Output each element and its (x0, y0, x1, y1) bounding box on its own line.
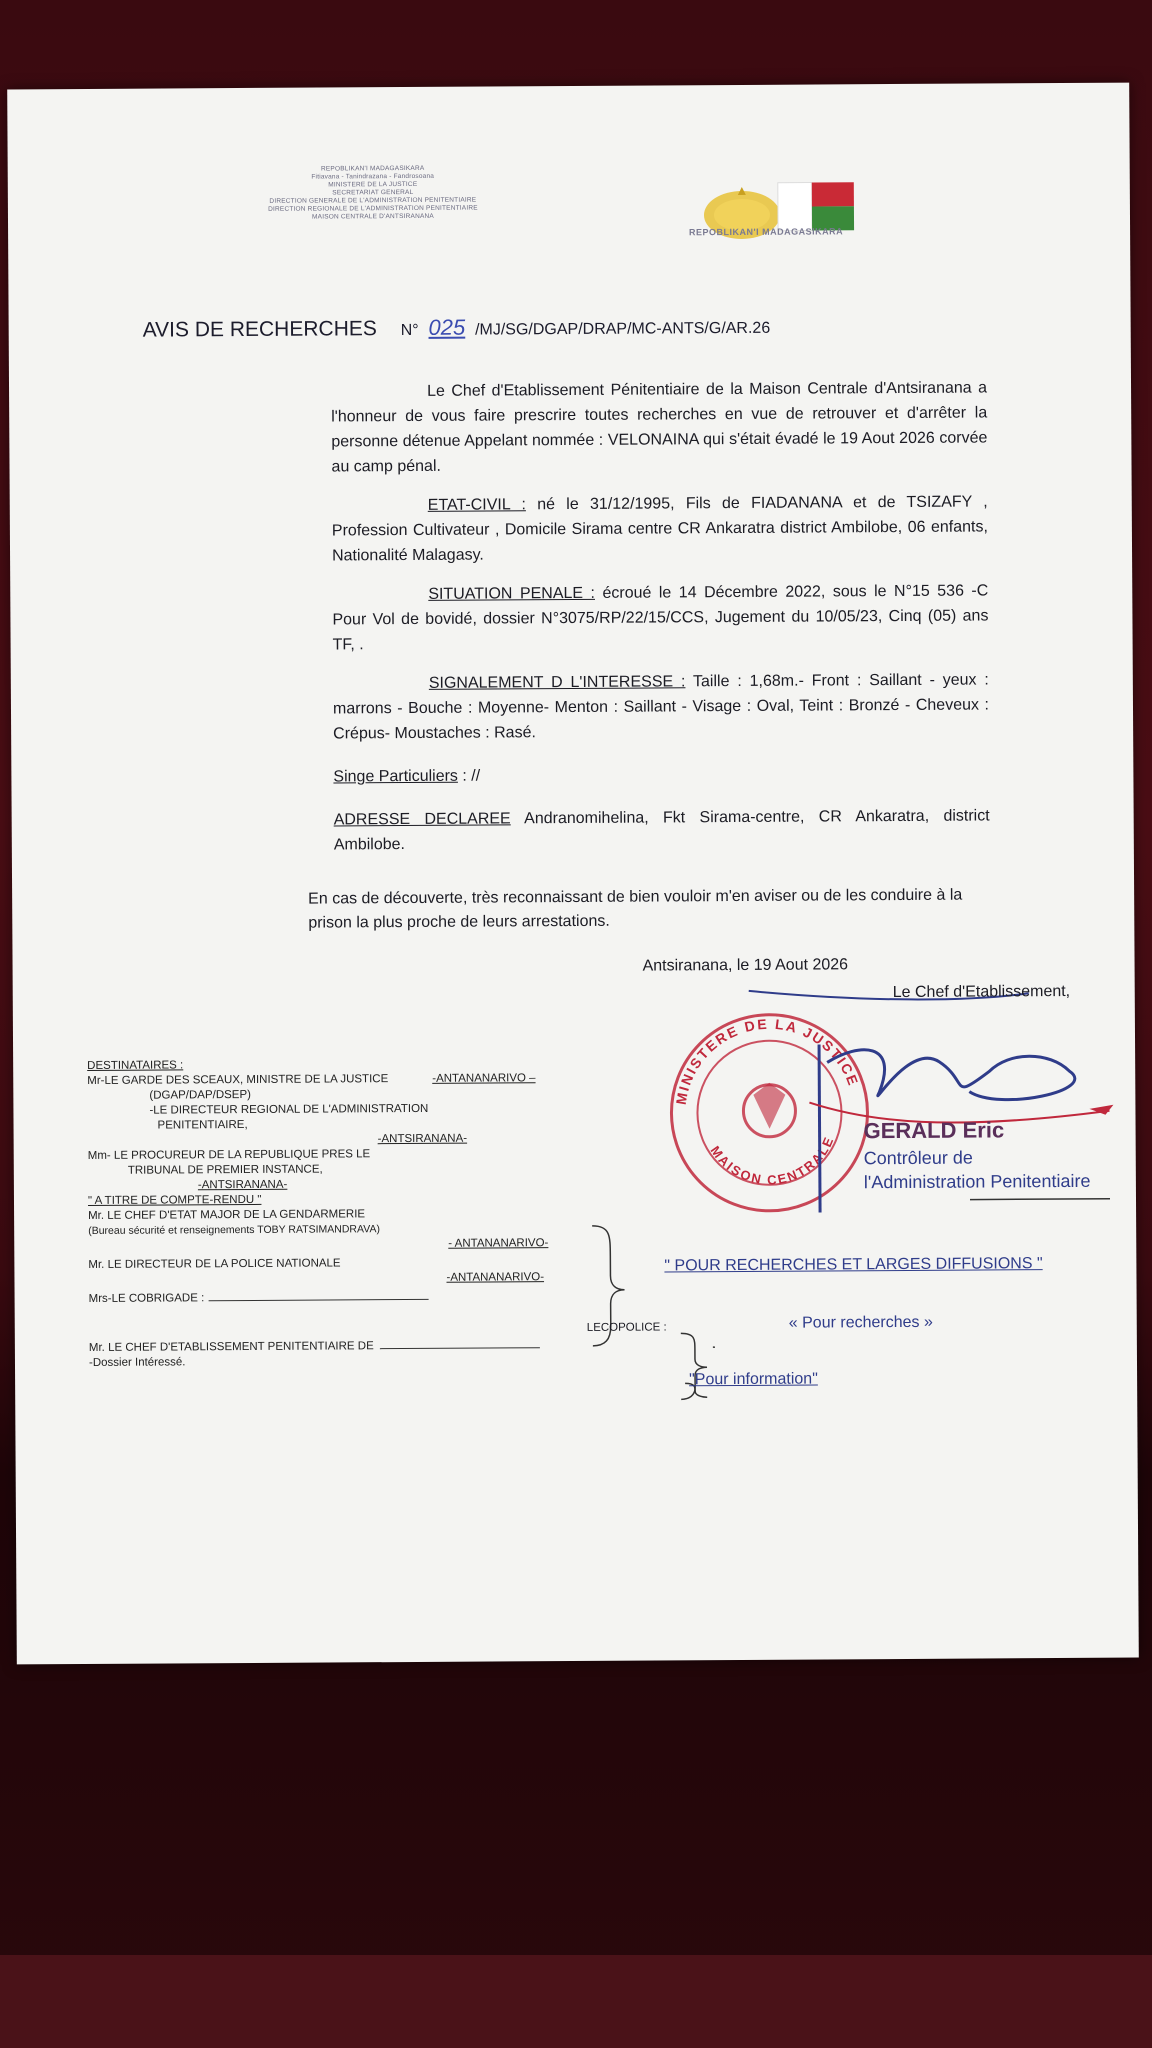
singe-paragraph (333, 760, 989, 789)
recipient-note: " A TITRE DE COMPTE-RENDU " (87, 1193, 262, 1207)
blank-line (380, 1347, 540, 1349)
letterhead-line: MINISTERE DE LA JUSTICE (328, 180, 418, 189)
letterhead-line: MAISON CENTRALE D'ANTSIRANANA (312, 212, 434, 221)
intro-paragraph: Le Chef d'Etablissement Pénitentiaire de la Maison Centrale d'Antsiranana a l'honneur de vous faire prescrire toutes recherches en vue de retrouver et d'arrêter la personne détenue Appelant nommée : VELONAINA qui s'était évadé le 19 Aout 2026 corvée au camp pénal. (331, 379, 988, 476)
blank-line (208, 1299, 428, 1301)
situation-paragraph (332, 578, 988, 657)
stamp-outer-text: MINISTERE DE LA JUSTICE (672, 1015, 863, 1106)
recipient-line: -LE DIRECTEUR REGIONAL DE L'ADMINISTRATION (149, 1102, 429, 1117)
document-title (143, 313, 771, 343)
recipient-line: PENITENTIAIRE, (157, 1118, 248, 1132)
recipient-line: (DGAP/DAP/DSEP) (149, 1088, 251, 1102)
stamp-inner-text: MAISON CENTRALE (707, 1133, 837, 1188)
official-stamp-icon (669, 981, 1141, 1244)
reference-code: /MJ/SG/DGAP/DRAP/MC-ANTS/G/AR.26 (475, 319, 771, 339)
recipients-list (87, 1056, 649, 1371)
adresse-label: ADRESSE DECLAREE (333, 810, 511, 829)
pour-information: "Pour information" (689, 1370, 818, 1389)
bottom-strip (0, 1955, 1152, 2048)
recipient-city: -ANTANANARIVO – (432, 1072, 536, 1085)
letterhead-line: SECRETARIAT GENERAL (332, 188, 414, 197)
signature-block (669, 981, 1141, 1244)
recipient-line: Mr. LE CHEF D'ETAT MAJOR DE LA GENDARMERIE (88, 1208, 366, 1222)
letterhead-line: Fitiavana - Tanindrazana - Fandrosoana (311, 172, 435, 181)
letterhead-line: DIRECTION GENERALE DE L'ADMINISTRATION PENITENTIAIRE (269, 196, 477, 205)
recipient-line: Mm- LE PROCUREUR DE LA REPUBLIQUE PRES LE (87, 1148, 371, 1162)
pour-recherches: « Pour recherches » (788, 1313, 933, 1332)
recipients-heading: DESTINATAIRES : (87, 1059, 184, 1072)
singe-text: : // (457, 767, 481, 785)
recipient-text: Mr. LE CHEF D'ETABLISSEMENT PENITENTIAIRE DE (88, 1340, 374, 1354)
recipient-line (89, 1289, 649, 1307)
recipient-city: - ANTANANARIVO- (448, 1237, 549, 1250)
discovery-paragraph: En cas de découverte, très reconnaissant de bien vouloir m'en aviser ou de les conduire à la prison la plus proche de leurs arrestations. (308, 886, 963, 932)
recipient-city: -ANTSIRANANA- (377, 1132, 468, 1146)
recipient-line: TRIBUNAL DE PREMIER INSTANCE, (127, 1163, 323, 1177)
recipient-line: -Dossier Intéressé. (88, 1356, 186, 1369)
letterhead-line: DIRECTION REGIONALE DE L'ADMINISTRATION PENITENTIAIRE (268, 204, 478, 213)
recipient-line: (Bureau sécurité et renseignements TOBY RATSIMANDRAVA) (88, 1223, 380, 1237)
adresse-paragraph (334, 803, 990, 857)
lecopolice-label: LECOPOLICE : (586, 1321, 667, 1334)
document-page (7, 83, 1139, 1665)
number-prefix: N° (400, 321, 419, 340)
svg-text:MAISON CENTRALE (707, 1133, 837, 1188)
etat-civil-paragraph (332, 489, 988, 568)
handwritten-number: 025 (428, 314, 466, 340)
letterhead-left (208, 164, 538, 222)
etat-civil-text: né le 31/12/1995, Fils de FIADANANA et de TSIZAFY , Profession Cultivateur , Domicile Sirama centre CR Ankaratra district Ambilobe, 06 enfants, Nationalité Malagasy. (331, 493, 988, 565)
signatory-name: GERALD Eric (863, 1117, 1005, 1144)
situation-text: écroué le 14 Décembre 2022, sous le N°15 536 -C Pour Vol de bovidé, dossier N°3075/RP/22/15/CCS, Jugement du 10/05/23, Cinq (05) ans TF, . (332, 582, 989, 654)
signalement-paragraph (333, 667, 989, 746)
recipient-line: Mr. LE DIRECTEUR DE LA POLICE NATIONALE (88, 1257, 341, 1271)
place-date: Antsiranana, le 19 Aout 2026 (642, 956, 849, 975)
pour-recherches-larges: " POUR RECHERCHES ET LARGES DIFFUSIONS " (664, 1255, 1043, 1275)
recipient-text: Mrs-LE COBRIGADE : (88, 1292, 205, 1305)
letterhead-line: REPOBLIKAN'I MADAGASIKARA (320, 164, 425, 173)
adresse-text: Andranomihelina, Fkt Sirama-centre, CR Ankaratra, district Ambilobe. (333, 807, 990, 854)
signalement-label: SIGNALEMENT D L'INTERESSE : (428, 673, 686, 692)
recipient-city: -ANTANANARIVO- (446, 1271, 545, 1284)
notice-body (331, 375, 990, 871)
singe-label: Singe Particuliers (333, 767, 458, 786)
title-label: AVIS DE RECHERCHES (142, 317, 377, 342)
signatory-title-1: Contrôleur de (863, 1147, 973, 1169)
situation-label: SITUATION PENALE : (428, 584, 596, 603)
etat-civil-label: ETAT-CIVIL : (427, 496, 526, 514)
signatory-role: Le Chef d'Etablissement, (892, 982, 1071, 1002)
signalement-text: Taille : 1,68m.- Front : Saillant - yeux : marrons - Bouche : Moyenne- Menton : Saillant - Visage : Oval, Teint : Bronzé - Cheveux : Crépus- Moustaches : Rasé. (332, 671, 990, 743)
recipient-text: Mr-LE GARDE DES SCEAUX, MINISTRE DE LA JUSTICE (87, 1073, 389, 1087)
signatory-title-2: l'Administration Penitentiaire (863, 1170, 1091, 1193)
recipient-city: -ANTSIRANANA- (197, 1178, 288, 1192)
republic-caption: REPOBLIKAN'I MADAGASIKARA (688, 226, 844, 238)
